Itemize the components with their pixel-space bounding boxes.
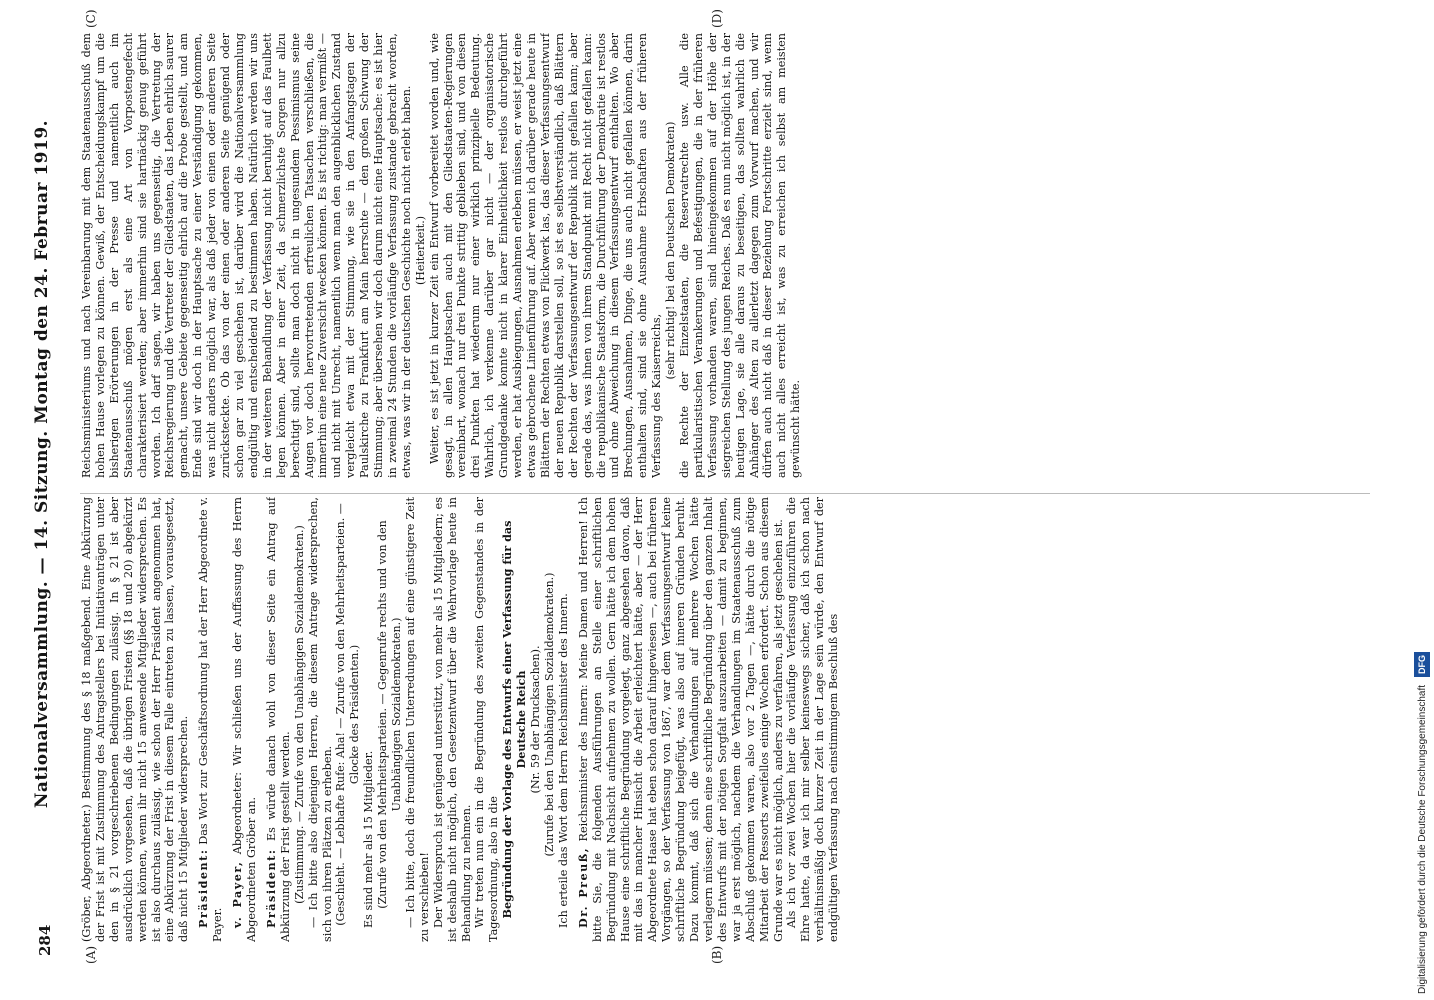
interjection: (Zurufe von den Mehrheitsparteien. — Gegenrufe rechts und von den Unabhängigen Sozialdemokraten.) xyxy=(376,520,404,909)
rotated-document-page xyxy=(10,0,1405,990)
paragraph-text: Bestimmung des § 18 maßgebend. Eine Abkürzung der Frist ist mit Zustimmung des Antragstellers bei Initiativanträgen unter den in § 21 vorgeschriebenen Bedingungen zulässig. In § 21 ist aber ausdrücklich vorgesehen, daß die übrigen Fristen (§§ 18 und 20) abgekürzt werden können, wenn ihr nicht 15 anwesende Mitglieder widersprechen. Es ist also durchaus zulässig, wie schon der Herr Präsident angenommen hat, eine Abkürzung der Frist in diesem Falle eintreten zu lassen, vorausgesetzt, daß nicht 15 Mitglieder widersprechen. xyxy=(80,497,191,942)
left-column xyxy=(80,497,1380,942)
margin-marker-b: (B) xyxy=(710,945,724,964)
digitization-credit xyxy=(1414,6,1430,994)
speaker-name: Präsident: xyxy=(196,848,211,928)
agenda-reference: (Nr. 59 der Drucksachen). xyxy=(529,645,543,794)
interjection: (Heiterkeit.) xyxy=(413,216,427,286)
paragraph xyxy=(197,497,225,942)
paragraph: Es sind mehr als 15 Mitglieder. xyxy=(362,750,376,928)
paragraph: Wir treten nun ein in die Begründung des zweiten Gegenstandes in der Tagesordnung, also in die xyxy=(473,497,501,942)
right-column xyxy=(80,33,1380,478)
page-title: Nationalversammlung. — 14. Sitzung. Montag den 24. Februar 1919. xyxy=(32,119,52,809)
paragraph xyxy=(80,497,191,942)
paragraph xyxy=(231,497,259,942)
paragraph xyxy=(265,497,293,942)
paragraph: Reichsministeriums und nach Vereinbarung mit dem Staatenausschuß dem hohen Hause vorlegen zu können. Gewiß, der Entscheidungskampf um die bisherigen Erörterungen in der Presse und namentlich auch im Staatenausschuß mögen erst als eine Art von Vorpostengefecht charakterisiert werden; aber immerhin sind sie hartnäckig genug geführt worden. Ich darf sagen, wir haben uns gegenseitig, die Vertretung der Reichsregierung und die Vertreter der Gliedstaaten, das Leben ehrlich saurer gemacht, unsere Gebiete gegenseitig ehrlich auf die Probe gestellt, und am Ende sind wir doch in der Hauptsache zu einer Verständigung gekommen, was nicht anders möglich war, als daß jeder von einen oder anderen Seite zurücksteckte. Ob das von der einen oder anderen Seite genügend oder schon gar zu viel geschehen ist, darüber wird die Nationalversammlung endgültig und entscheidend zu bestimmen haben. Natürlich werden wir uns in der weiteren Behandlung der Verfassung nicht beruhigt auf das Faulbett legen können. Aber in einer Zeit, da schmerzlichste Sorgen nur allzu berechtigt sind, sollte man doch nicht in ungesundem Pessimismus seine Augen vor doch hervortretenden erfreulichen Tatsachen verschließen, die immerhin eine neue Zuversicht wecken können. Es ist richtig: man vermißt — und nicht mit Unrecht, namentlich wenn man den augenblicklichen Zustand vergleicht etwa mit der Stimmung, wie sie in den Anfangstagen der Paulskirche zu Frankfurt am Main herrschte — den großen Schwung der Stimmung; aber übersehen wir doch darum nicht eine Hauptsache: es ist hier in zweimal 24 Stunden die vorläufige Verfassung zustande gebracht worden, etwas, was wir in der deutschen Geschichte noch nicht erlebt haben. xyxy=(80,33,413,478)
dfg-logo: DFG xyxy=(1414,652,1430,677)
margin-marker-c: (C) xyxy=(84,9,98,28)
paragraph: — Ich bitte also diejenigen Herren, die diesem Antrage widersprechen, sich von ihren Plätzen zu erheben. xyxy=(306,497,334,942)
margin-marker-d: (D) xyxy=(710,9,724,28)
digitization-credit-bar xyxy=(1414,6,1430,994)
interjection: (Zustimmung. — Zurufe von den Unabhängigen Sozialdemokraten.) xyxy=(292,525,306,904)
interjection: (sehr richtig! bei den Deutschen Demokraten) xyxy=(664,121,678,380)
page-number: 284 xyxy=(36,924,54,956)
paragraph-text: Abgeordneter: Wir schließen uns der Auffassung des Herrn Abgeordneten Gröber an. xyxy=(231,497,258,942)
paragraph: — Ich bitte, doch die freundlichen Unterredungen auf eine günstigere Zeit zu verschieben! xyxy=(403,497,431,942)
agenda-title xyxy=(501,497,529,942)
speaker-name: Präsident: xyxy=(263,848,278,928)
paragraph-text: Es würde danach wohl von dieser Seite ein Antrag auf Abkürzung der Frist gestellt werden. xyxy=(264,497,292,942)
margin-marker-a: (A) xyxy=(84,945,98,964)
speaker-name: Dr. Preuß, xyxy=(575,846,590,928)
column-divider xyxy=(80,493,1370,494)
paragraph: Ich erteile das Wort dem Herrn Reichsminister des Innern. xyxy=(556,593,570,928)
paragraph: Weiter, es ist jetzt in kurzer Zeit ein Entwurf vorbereitet worden und, wie gesagt, in allen Hauptsachen auch mit den Gliedstaaten-Regierungen vereinbart, wonach nur drei Punkte strittig geblieben sind, und von diesen drei Punkten hat wiederum nur einer wirklich prinzipielle Bedeutung. Wahrlich, ich verkenne darüber gar nicht — der organisatorische Grundgedanke konnte nicht in klarer Einheitlichkeit restlos durchgeführt werden, er hat Ausbiegungen, Ausnahmen erleben müssen, er weist jetzt eine etwas gebrochene Linienführung auf. Aber wenn ich darüber gerade heute in Blättern der Rechten etwas von Flickwerk las, das dieser Verfassungsentwurf der neuen Republik darstellen soll, so ist es selbstverständlich, daß Blättern der Rechten der Verfassungsentwurf der Republik nicht gefallen kann; aber gerade das, was ihnen von ihrem Standpunkt mit Recht nicht gefallen kann: die republikanische Staatsform, die Durchführung der Demokratie ist restlos und ohne Abweichung in diesem Verfassungsentwurf enthalten. Wo aber Brechungen, Ausnahmen, Dinge, die uns auch nicht gefallen können, darin enthalten sind, sind sie ohne Ausnahme Erbschaften aus der früheren Verfassung des Kaiserreichs, xyxy=(427,33,664,478)
speaker-name: v. Payer, xyxy=(230,860,245,928)
speaker-continuation: (Gröber, Abgeordneter.) xyxy=(80,804,93,942)
paragraph-text: Reichsminister des Innern: Meine Damen und Herren! Ich bitte Sie, die folgenden Ausführungen an Stelle einer schriftlichen Begründung mit Nachsicht aufnehmen zu wollen. Gern hätte ich dem hohen Hause eine schriftliche Begründung vorgelegt, ganz abgesehen davon, daß mit das in mancher Hinsicht die Arbeit erleichtert hätte, aber — der Herr Abgeordnete Haase hat eben schon darauf hingewiesen —, auch bei früheren Vorgängen, so der Verfassung von 1867, war dem Verfassungsentwurf keine schriftliche Begründung beigefügt, was also auf inneren Gründen beruht. Dazu kommt, daß sich die Verhandlungen auf mehrere Wochen hätte verlagern müssen; denn eine schriftliche Begründung über den ganzen Inhalt des Entwurfs mit der nötigen Sorgfalt auszuarbeiten — damit zu beginnen, war ja erst möglich, nachdem die Verhandlungen im Staatenausschuß zum Abschluß gekommen waren, also vor 2 Tagen —, hätte durch die nötige Mitarbeit der Ressorts zweifellos einige Wochen erfordert. Schon aus diesem Grunde war es nicht möglich, anders zu verfahren, als jetzt geschehen ist. xyxy=(576,497,785,942)
interjection: (Geschieht. — Lebhafte Rufe: Aha! — Zurufe von den Mehrheitsparteien. — Glocke des Präsidenten.) xyxy=(334,503,362,926)
paragraph: Der Widerspruch ist genügend unterstützt, von mehr als 15 Mitgliedern; es ist deshalb nicht möglich, den Gesetzentwurf über die Wehrvorlage heute in Behandlung zu nehmen. xyxy=(431,497,473,942)
agenda-title-text: Begründung der Vorlage des Entwurfs einer Verfassung für das Deutsche Reich xyxy=(500,520,529,919)
paragraph xyxy=(577,497,786,942)
page-header xyxy=(26,0,66,990)
credit-text: Digitalisierung gefördert durch die Deutsche Forschungsgemeinschaft xyxy=(1417,684,1428,994)
paragraph: die Rechte der Einzelstaaten, die Reservatrechte usw. Alle die partikularistischen Verankerungen und Befestigungen, die in der früheren Verfassung vorhanden waren, sind hineingekommen auf der Höhe der siegreichen Stellung des jungen Reiches. Daß es nun nicht möglich ist, in der heutigen Lage, sie alle daraus zu beseitigen, das sollten wahrlich die Anhänger des Alten zu allerletzt dagegen zum Vorwurf machen, und wir dürfen auch nicht daß in dieser Beziehung Fortschritte erzielt sind, wenn auch nicht alles erreicht ist, was zu erreichen ich selbst am meisten gewünscht hätte. xyxy=(677,33,803,478)
interjection: (Zurufe bei den Unabhängigen Sozialdemokraten.) xyxy=(543,572,556,857)
paragraph-text: Das Wort zur Geschäftsordnung hat der Herr Abgeordnete v. Payer. xyxy=(197,497,225,942)
paragraph: Als ich vor zwei Wochen hier die vorläufige Verfassung einzuführen die Ehre hatte, da war ich mir selber keineswegs sicher, daß ich schon nach verhältnismäßig doch kurzer Zeit in der Lage sein würde, den Entwurf der endgültigen Verfassung nach einstimmigem Beschluß des xyxy=(785,497,841,942)
